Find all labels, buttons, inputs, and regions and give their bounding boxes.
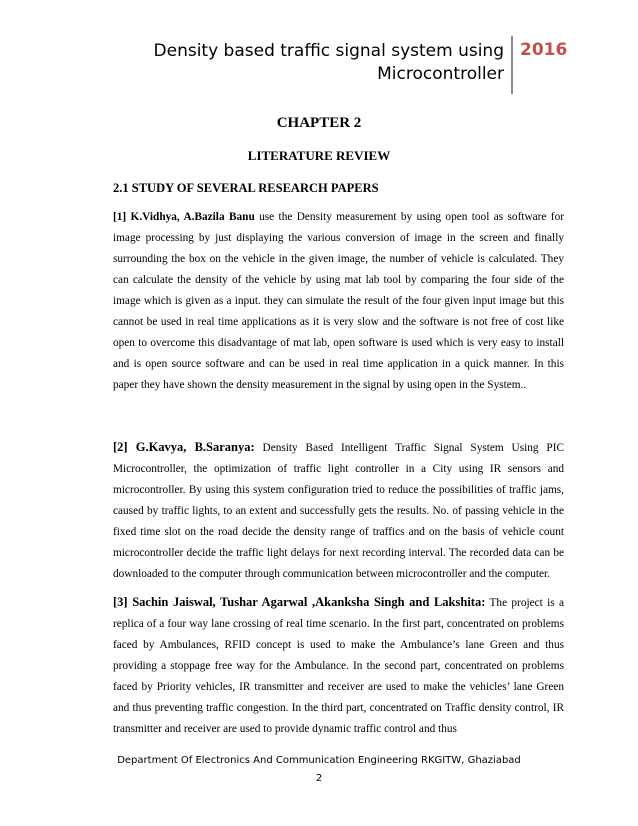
- paper-ref-2: [2] G.Kavya, B.Saranya:: [113, 440, 255, 454]
- page-footer: [0, 752, 638, 788]
- paper-text-3: The project is a replica of a four way lane crossing of real time scenario. In the first part, concentrated on problems faced by Ambulances, RFID concept is used to make the Ambulance’s lane Green and thus providing a stoppage free way for the Ambulance. In the second part, concentrated on problems faced by Priority vehicles, IR transmitter and receiver are used to make the vehicles’ lane Green and thus preventing traffic congestion. In the third part, concentrated on Traffic density control, IR transmitter and receiver are used to provide dynamic traffic control and thus: [113, 597, 564, 735]
- footer-department: Department Of Electronics And Communication Engineering RKGITW, Ghaziabad: [117, 755, 521, 766]
- paper-paragraph-2: [113, 437, 564, 585]
- page-header: [100, 36, 566, 94]
- header-title-line2: Microcontroller: [377, 64, 504, 84]
- paper-text-2: Density Based Intelligent Traffic Signal System Using PIC Microcontroller, the optimization of traffic light controller in a City using IR sensors and microcontroller. By using this system configuration tried to reduce the possibilities of traffic jams, caused by traffic lights, to an extent and successfully gets the results. No. of passing vehicle in the fixed time slot on the road decide the density range of traffics and on the basis of vehicle count microcontroller decide the traffic light delays for next recording interval. The recorded data can be downloaded to the computer through communication between microcontroller and the computer.: [113, 442, 564, 580]
- paper-ref-1: [1] K.Vidhya, A.Bazila Banu: [113, 211, 255, 223]
- paper-text-1: use the Density measurement by using open tool as software for image processing by just displaying the various conversion of image in the screen and finally surrounding the box on the vehicle in the given image, the number of vehicle is calculated. They can calculate the density of the vehicle by using mat lab tool by comparing the four side of the image which is given as a input. they can simulate the result of the four given input image but this cannot be used in real time applications as it is very slow and the software is not free of cost like open to overcome this disadvantage of mat lab, open software is used which is very easy to install and is open source software and can be used in real time application in a quick manner. In this paper they have shown the density measurement in the signal by using open in the System..: [113, 211, 564, 391]
- paper-paragraph-3: [113, 592, 564, 740]
- header-divider: [511, 36, 513, 94]
- section-heading: 2.1 STUDY OF SEVERAL RESEARCH PAPERS: [113, 181, 379, 195]
- page-number: 2: [315, 773, 323, 784]
- paper-ref-3: [3] Sachin Jaiswal, Tushar Agarwal ,Akanksha Singh and Lakshita:: [113, 595, 486, 609]
- header-title: [154, 40, 504, 86]
- paper-paragraph-1: [113, 207, 564, 396]
- header-year: 2016: [520, 40, 568, 60]
- header-title-line1: Density based traffic signal system using: [153, 41, 504, 61]
- chapter-number: CHAPTER 2: [276, 115, 362, 131]
- chapter-title: LITERATURE REVIEW: [247, 148, 391, 163]
